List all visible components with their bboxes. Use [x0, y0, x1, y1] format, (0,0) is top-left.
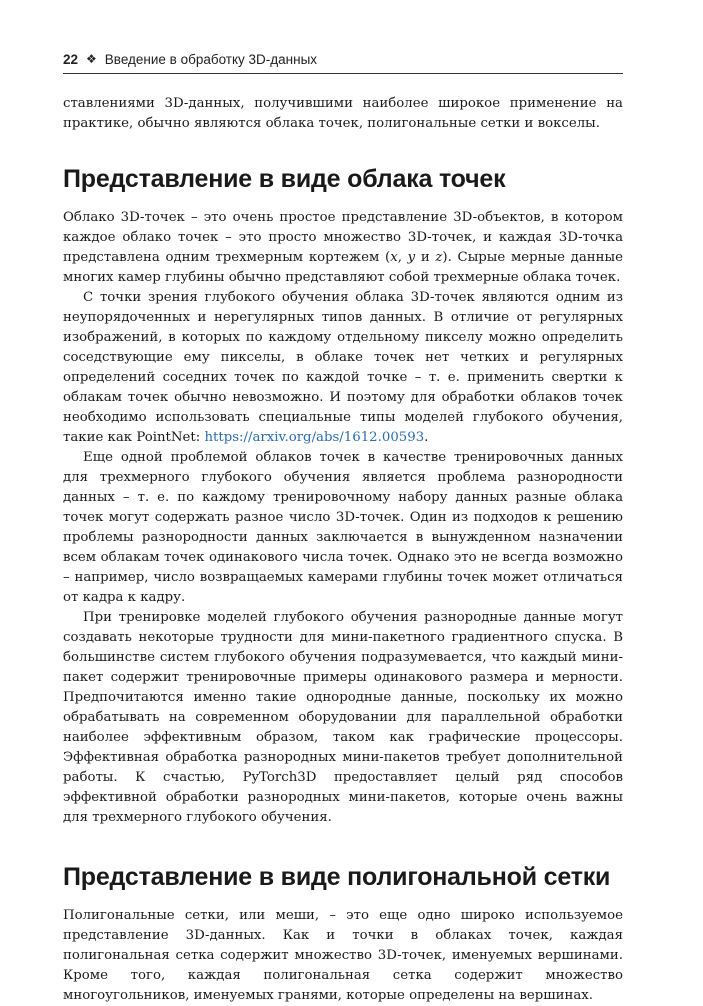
chapter-title: Введение в обработку 3D-данных: [104, 51, 318, 67]
var-z: z: [435, 250, 443, 265]
book-page: [63, 48, 623, 1006]
paragraph-heterogeneity-problem: Еще одной проблемой облаков точек в качестве тренировочных данных для трехмерного глубокого обучения является проблема разнородности данных – т. е. по каждому тренировочному набору данных разные облака точек могут содержать разное число 3D-точек. Один из подходов к решению проблемы разнородности данных заключается в вынужденном назначении всем облакам точек одинакового числа точек. Однако это не всегда возможно – например, число возвращаемых камерами глубины точек может отличаться от кадра к кадру.: [63, 450, 623, 605]
paragraph-mesh-definition: Полигональные сетки, или меши, – это еще одно широко используемое представление 3D-данных. Как и точки в облаках точек, каждая полигональная сетка содержит множество 3D-точек, именуемых вершинами. Кроме того, каждая полигональная сетка содержит множество многоугольников, именуемых гранями, которые определены на вершинах.: [63, 908, 623, 1003]
running-header: [63, 48, 623, 70]
pointnet-link[interactable]: https://arxiv.org/abs/1612.00593: [204, 430, 425, 445]
paragraph-deep-learning-irregular: С точки зрения глубокого обучения облака 3D-точек являются одним из неупорядоченных и нерегулярных типов данных. В отличие от регулярных изображений, в которых по каждому отдельному пикселу можно определить соседствующие ему пикселы, в облаке точек нет четких и регулярных определений соседних точек по каждой точке – т. е. применить свертки к облакам точек обычно невозможно. И поэтому для обработки облаков точек необходимо использовать специальные типы моделей глубокого обучения, такие как PointNet: https://arxiv.org/abs/1612.00593.: [63, 290, 623, 445]
section-heading-mesh: Представление в виде полигональной сетки: [63, 863, 611, 891]
var-y: y: [407, 250, 416, 265]
header-divider: [63, 73, 623, 74]
section-heading-point-cloud: Представление в виде облака точек: [63, 165, 506, 193]
continuation-paragraph: ставлениями 3D-данных, получившими наиболее широкое применение на практике, обычно являются облака точек, полигональные сетки и вокселы.: [63, 96, 623, 131]
var-x: x: [390, 250, 398, 265]
paragraph-minibatch-training: При тренировке моделей глубокого обучения разнородные данные могут создавать некоторые трудности для мини-пакетного градиентного спуска. В большинстве систем глубокого обучения подразумевается, что каждый мини-пакет содержит тренировочные примеры одинакового размера и мерности. Предпочитаются именно такие однородные данные, поскольку их можно обрабатывать на современном оборудовании для параллельной обработки наиболее эффективным образом, таком как графические процессоры. Эффективная обработка разнородных мини-пакетов требует дополнительной работы. К счастью, PyTorch3D предоставляет целый ряд способов эффективной обработки разнородных мини-пакетов, которые очень важны для трехмерного глубокого обучения.: [63, 610, 623, 825]
paragraph-point-cloud-definition: Облако 3D-точек – это очень простое представление 3D-объектов, в котором каждое облако точек – это просто множество 3D-точек, и каждая 3D-точка представлена одним трехмерным кортежем (x, y и z). Сырые мерные данные многих камер глубины обычно представляют собой трехмерные облака точек.: [63, 210, 623, 285]
page-number: 22: [63, 51, 79, 67]
diamond-ornament-icon: ❖: [86, 52, 97, 66]
